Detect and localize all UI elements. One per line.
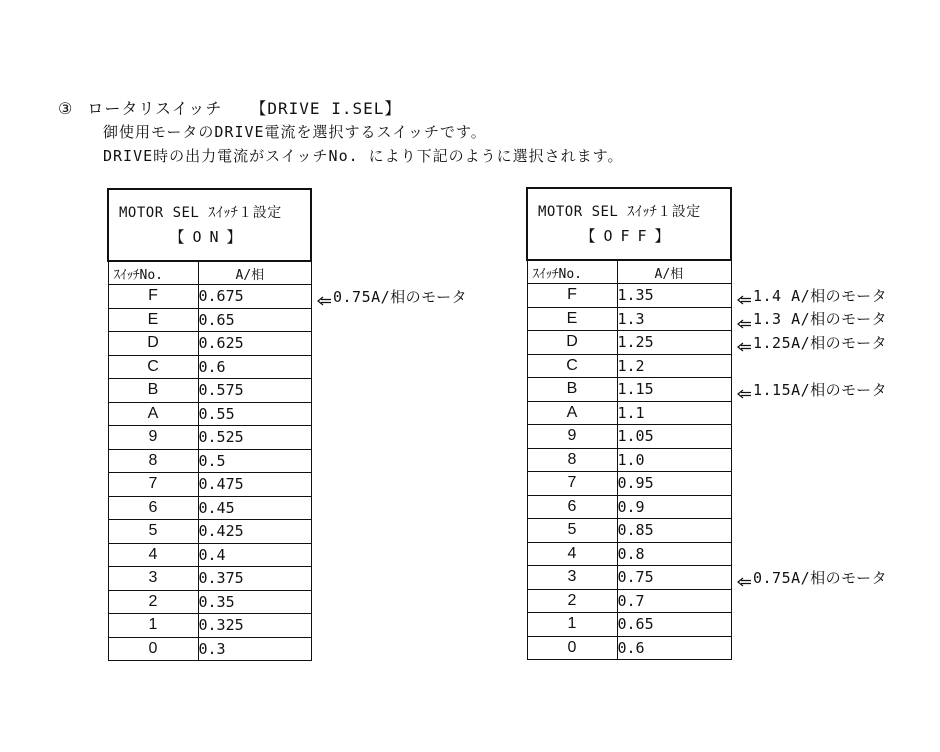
switch-number-cell: 3 [527, 566, 617, 590]
switch-number-cell: 0 [527, 636, 617, 660]
left-arrow-icon [737, 315, 752, 325]
table-row [108, 473, 311, 497]
table-row [108, 355, 311, 379]
table-row [527, 331, 731, 355]
current-value-cell: 0.35 [198, 590, 311, 614]
section-number: ③ [58, 99, 74, 118]
table-title-cell [527, 188, 731, 260]
table-body [108, 285, 311, 661]
table-mode: 【OFF】 [580, 227, 678, 245]
current-value-cell: 0.65 [617, 613, 731, 637]
motor-note-text: 0.75A/相のモータ [333, 287, 468, 306]
table-row [108, 590, 311, 614]
table-row [108, 614, 311, 638]
current-table-off [526, 187, 732, 660]
current-value-cell: 0.325 [198, 614, 311, 638]
section-title: ロータリスイッチ [87, 99, 223, 118]
switch-number-cell: 1 [527, 613, 617, 637]
switch-number-cell: 6 [108, 496, 198, 520]
column-header-current: A/相 [198, 261, 311, 285]
current-value-cell: 0.525 [198, 426, 311, 450]
switch-number-cell: E [527, 307, 617, 331]
switch-number-cell: 5 [527, 519, 617, 543]
switch-number-cell: E [108, 308, 198, 332]
current-value-cell: 0.6 [198, 355, 311, 379]
current-value-cell: 0.7 [617, 589, 731, 613]
table-row [108, 449, 311, 473]
table-row [108, 637, 311, 661]
left-arrow-icon [737, 338, 752, 348]
table-row [527, 566, 731, 590]
current-value-cell: 0.6 [617, 636, 731, 660]
current-value-cell: 0.95 [617, 472, 731, 496]
switch-number-cell: A [527, 401, 617, 425]
switch-number-cell: 8 [108, 449, 198, 473]
table-row [108, 332, 311, 356]
motor-note [317, 286, 467, 307]
description-line-2: DRIVE時の出力電流がスイッチNo. により下記のように選択されます。 [103, 147, 624, 165]
table-row [527, 636, 731, 660]
switch-number-cell: F [527, 284, 617, 308]
current-value-cell: 1.1 [617, 401, 731, 425]
current-value-cell: 0.675 [198, 285, 311, 309]
table-row [108, 496, 311, 520]
table-row [527, 495, 731, 519]
switch-number-cell: 7 [527, 472, 617, 496]
current-table-on [107, 188, 312, 661]
current-value-cell: 0.75 [617, 566, 731, 590]
column-header-switch: ｽｲｯﾁNo. [108, 261, 198, 285]
column-header-switch: ｽｲｯﾁNo. [527, 260, 617, 284]
table-title-cell [108, 189, 311, 261]
table-row [108, 543, 311, 567]
switch-number-cell: 3 [108, 567, 198, 591]
current-value-cell: 0.5 [198, 449, 311, 473]
motor-note [737, 332, 887, 353]
current-value-cell: 0.85 [617, 519, 731, 543]
table-mode: 【ON】 [169, 228, 250, 246]
table-row [108, 520, 311, 544]
switch-number-cell: F [108, 285, 198, 309]
table-row [527, 425, 731, 449]
switch-number-cell: 2 [108, 590, 198, 614]
current-value-cell: 1.2 [617, 354, 731, 378]
current-value-cell: 1.3 [617, 307, 731, 331]
table-row [108, 402, 311, 426]
table-row [527, 542, 731, 566]
table-row [527, 589, 731, 613]
current-value-cell: 0.3 [198, 637, 311, 661]
table-row [108, 308, 311, 332]
table-row [108, 426, 311, 450]
switch-number-cell: 9 [108, 426, 198, 450]
switch-number-cell: 4 [108, 543, 198, 567]
current-value-cell: 0.55 [198, 402, 311, 426]
left-arrow-icon [737, 291, 752, 301]
table-row [527, 519, 731, 543]
motor-note [737, 285, 887, 306]
current-value-cell: 1.25 [617, 331, 731, 355]
description-line-1: 御使用モータのDRIVE電流を選択するスイッチです。 [103, 123, 487, 141]
table-row [527, 284, 731, 308]
table-row [108, 567, 311, 591]
switch-number-cell: C [527, 354, 617, 378]
table-row [527, 613, 731, 637]
section-code: 【DRIVE I.SEL】 [250, 99, 402, 118]
table-row [527, 378, 731, 402]
switch-number-cell: 5 [108, 520, 198, 544]
table-row [527, 448, 731, 472]
current-value-cell: 0.575 [198, 379, 311, 403]
switch-number-cell: B [527, 378, 617, 402]
current-value-cell: 0.425 [198, 520, 311, 544]
table-title: MOTOR SEL ｽｲｯﾁ１設定 [119, 205, 282, 221]
current-value-cell: 0.625 [198, 332, 311, 356]
table-title: MOTOR SEL ｽｲｯﾁ１設定 [538, 204, 701, 220]
column-header-current: A/相 [617, 260, 731, 284]
switch-number-cell: 6 [527, 495, 617, 519]
motor-note-text: 1.25A/相のモータ [753, 333, 888, 352]
current-value-cell: 0.65 [198, 308, 311, 332]
left-arrow-icon [317, 292, 332, 302]
motor-note-text: 0.75A/相のモータ [753, 568, 888, 587]
motor-note [737, 308, 887, 329]
current-value-cell: 0.8 [617, 542, 731, 566]
table-row [527, 472, 731, 496]
table-row [527, 307, 731, 331]
current-value-cell: 1.05 [617, 425, 731, 449]
motor-note [737, 567, 887, 588]
motor-note-text: 1.4 A/相のモータ [753, 286, 888, 305]
current-value-cell: 1.15 [617, 378, 731, 402]
switch-number-cell: 2 [527, 589, 617, 613]
switch-number-cell: C [108, 355, 198, 379]
switch-number-cell: 9 [527, 425, 617, 449]
table-row [108, 379, 311, 403]
switch-number-cell: 1 [108, 614, 198, 638]
switch-number-cell: 7 [108, 473, 198, 497]
switch-number-cell: D [108, 332, 198, 356]
switch-number-cell: B [108, 379, 198, 403]
section-heading [58, 96, 401, 119]
current-value-cell: 0.4 [198, 543, 311, 567]
switch-number-cell: 8 [527, 448, 617, 472]
switch-number-cell: 4 [527, 542, 617, 566]
motor-note-text: 1.15A/相のモータ [753, 380, 888, 399]
table-body [527, 284, 731, 660]
switch-number-cell: D [527, 331, 617, 355]
switch-number-cell: A [108, 402, 198, 426]
table-row [108, 285, 311, 309]
current-value-cell: 0.475 [198, 473, 311, 497]
current-value-cell: 0.9 [617, 495, 731, 519]
switch-number-cell: 0 [108, 637, 198, 661]
motor-note-text: 1.3 A/相のモータ [753, 310, 888, 328]
current-value-cell: 1.35 [617, 284, 731, 308]
table-row [527, 401, 731, 425]
current-value-cell: 0.375 [198, 567, 311, 591]
left-arrow-icon [737, 573, 752, 583]
left-arrow-icon [737, 385, 752, 395]
motor-note [737, 379, 887, 400]
current-value-cell: 1.0 [617, 448, 731, 472]
table-row [527, 354, 731, 378]
current-value-cell: 0.45 [198, 496, 311, 520]
